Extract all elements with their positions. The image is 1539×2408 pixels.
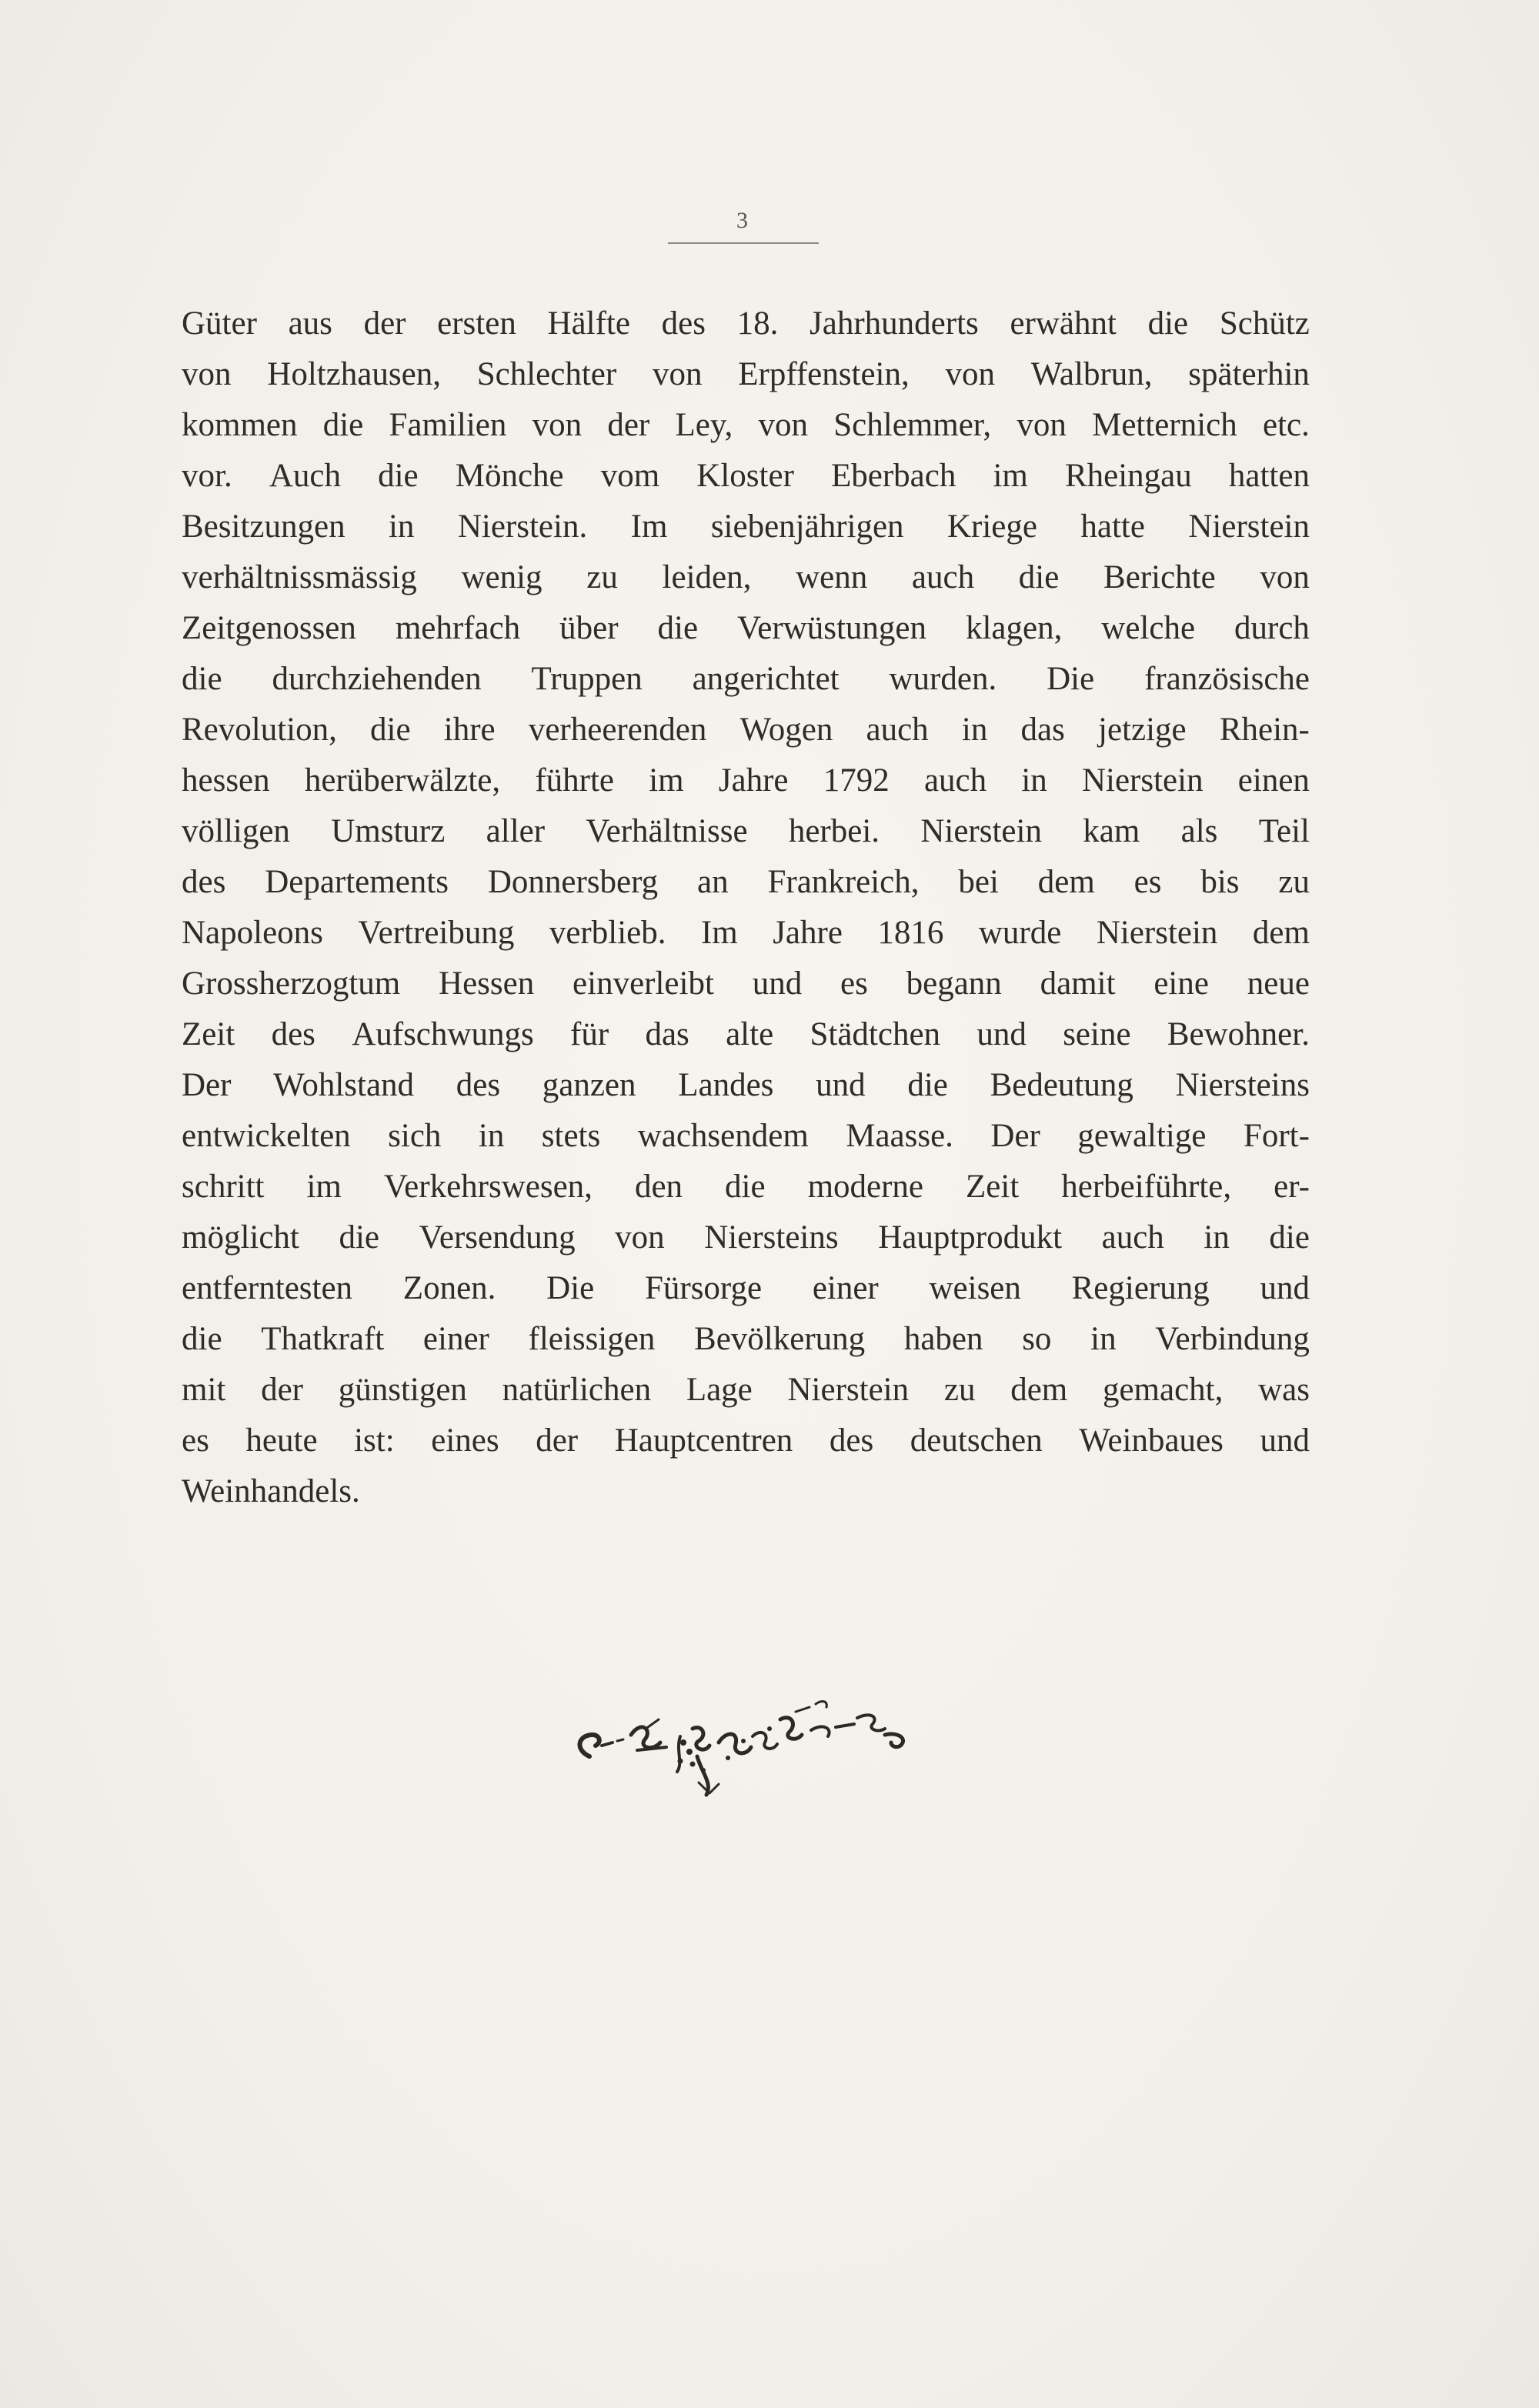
header-rule — [668, 242, 819, 244]
text-line: Zeit des Aufschwungs für das alte Städtchen und seine Bewohner. — [182, 1016, 1310, 1052]
text-line: von Holtzhausen, Schlechter von Erpffenstein, von Walbrun, späterhin — [182, 356, 1310, 392]
text-line: Revolution, die ihre verheerenden Wogen auch in das jetzige Rhein- — [182, 712, 1310, 748]
text-line: mit der günstigen natürlichen Lage Nierstein zu dem gemacht, was — [182, 1372, 1310, 1408]
text-line: vor. Auch die Mönche vom Kloster Eberbach im Rheingau hatten — [182, 458, 1310, 494]
text-line: Zeitgenossen mehrfach über die Verwüstungen klagen, welche durch — [182, 610, 1310, 646]
text-line: des Departements Donnersberg an Frankreich, bei dem es bis zu — [182, 864, 1310, 900]
text-line: die durchziehenden Truppen angerichtet wurden. Die französische — [182, 661, 1310, 697]
text-line: Grossherzogtum Hessen einverleibt und es begann damit eine neue — [182, 966, 1310, 1002]
text-line: es heute ist: eines der Hauptcentren des deutschen Weinbaues und — [182, 1422, 1310, 1459]
page-number: 3 — [736, 208, 749, 233]
text-line: verhältnissmässig wenig zu leiden, wenn auch die Berichte von — [182, 559, 1310, 595]
body-paragraph — [182, 298, 1310, 1517]
text-line: Der Wohlstand des ganzen Landes und die Bedeutung Niersteins — [182, 1067, 1310, 1103]
text-line: entwickelten sich in stets wachsendem Maasse. Der gewaltige Fort- — [182, 1118, 1310, 1154]
text-line: hessen herüberwälzte, führte im Jahre 1792 auch in Nierstein einen — [182, 762, 1310, 799]
text-line: Güter aus der ersten Hälfte des 18. Jahrhunderts erwähnt die Schütz — [182, 305, 1310, 342]
text-line: Weinhandels. — [182, 1473, 360, 1509]
text-line: schritt im Verkehrswesen, den die moderne Zeit herbeiführte, er- — [182, 1169, 1310, 1205]
text-line: entferntesten Zonen. Die Fürsorge einer weisen Regierung und — [182, 1270, 1310, 1306]
text-line: möglicht die Versendung von Niersteins Hauptprodukt auch in die — [182, 1219, 1310, 1256]
text-line: kommen die Familien von der Ley, von Schlemmer, von Metternich etc. — [182, 407, 1310, 443]
text-line: Besitzungen in Nierstein. Im siebenjährigen Kriege hatte Nierstein — [182, 509, 1310, 545]
text-line: Napoleons Vertreibung verblieb. Im Jahre 1816 wurde Nierstein dem — [182, 915, 1310, 951]
text-line: völligen Umsturz aller Verhältnisse herbei. Nierstein kam als Teil — [182, 813, 1310, 849]
vine-ornament-icon — [568, 1696, 930, 1804]
text-line: die Thatkraft einer fleissigen Bevölkerung haben so in Verbindung — [182, 1321, 1310, 1357]
